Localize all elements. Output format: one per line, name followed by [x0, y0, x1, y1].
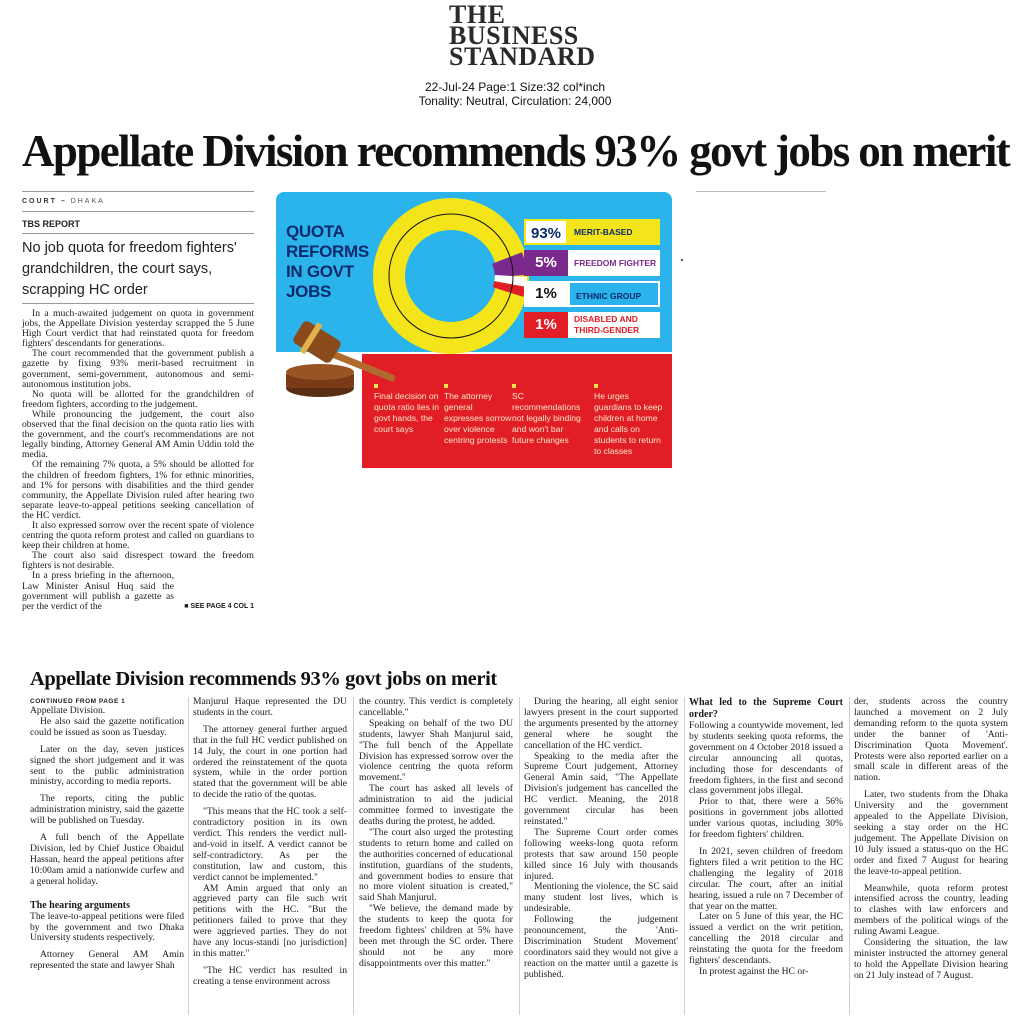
paragraph: Speaking to the media after the Supreme Court judgement, Attorney General Amin said, "The Appellate Division's judgement has cancelled the HC verdict. Meaning, the 2018 government circular has been reinstated." [524, 750, 678, 827]
paragraph: "This means that the HC took a self-contradictory position in its own verdict. This renders the verdict null-and-void in itself. A verdict cannot be self-contradictory. As per the constitution, law and custom, this verdict cannot be implemented." [193, 806, 347, 883]
note-item [594, 384, 666, 457]
paragraph: In a press briefing in the afternoon, Law Minister Anisul Huq said the government will publish a gazette as per the verdict of the [22, 570, 174, 612]
paragraph: In a much-awaited judgement on quota in government jobs, the Appellate Division yesterday scrapped the 5 June High Court verdict that had reinstated quota for freedom fighters' descendants for generations. [22, 308, 254, 350]
lead-story-body [22, 309, 254, 612]
note-item [512, 384, 582, 446]
note-text: SC recommendations not legally binding and won't bar future changes [512, 391, 581, 445]
column-divider [684, 697, 685, 1015]
paragraph: In 2021, seven children of freedom fighters filed a writ petition to the HC challenging the legality of 2018 circular. The court, after an initial hearing, issued a rule on 7 December of that year on the matter. [689, 845, 843, 912]
paragraph: He also said the gazette notification could be issued as soon as Tuesday. [30, 715, 184, 738]
section-kicker: COURT – DHAKA [22, 198, 105, 205]
note-text: He urges guardians to keep children at home and calls on students to return to classes [594, 391, 663, 456]
quota-infographic [276, 192, 672, 468]
divider [22, 233, 254, 234]
legend-pct: 1% [524, 281, 568, 307]
bullet-icon [374, 384, 378, 388]
paragraph: The court has asked all levels of administration to aid the judicial committee formed to investigate the deaths during the protest, he added. [359, 783, 513, 827]
paragraph: The attorney general further argued that in the full HC verdict published on 14 July, the court in one portion had ordered the reinstatement of the quota system, while in the order portion stated that the government will be able to decide the ratio of the quotas. [193, 723, 347, 801]
title-line: JOBS [286, 282, 332, 301]
divider [22, 191, 254, 192]
paragraph: the country. This verdict is completely cancellable." [359, 696, 513, 718]
paragraph: Later, two students from the Dhaka University and the government appealed to the Appellate Division, seeking a stay order on the HC judgement. The Appellate Division on 10 July issued a status-quo on the HC order and fixed 7 August for hearing the leave-to-appeal petition. [854, 789, 1008, 877]
clip-meta-line-2: Tonality: Neutral, Circulation: 24,000 [418, 94, 612, 108]
main-headline: Appellate Division recommends 93% govt jobs on merit [22, 126, 1010, 176]
section-heading: The hearing arguments [30, 899, 130, 911]
note-item [444, 384, 514, 446]
clip-meta [380, 80, 650, 108]
continuation-column-5 [689, 697, 843, 978]
paragraph: AM Amin argued that only an aggrieved party can file such writ petitions with the HC. "But the petitioners failed to prove that they were aggrieved parties. They do not have any locus-standi [no jurisdiction] in this matter." [193, 882, 347, 959]
paragraph: Of the remaining 7% quota, a 5% should be allotted for the children of freedom fighters, 1% for ethnic minorities, and 1% for persons with disabilities and the third gender community, the Appellate Division ruled after hearing two separate leave-to-appeal petitions seeking cancellation of the HC verdict. [22, 459, 254, 521]
paragraph: "We believe, the demand made by the students to keep the quota for freedom fighters' children at 5% have been met through the SC order. There should not be any more disappointments over this matter." [359, 903, 513, 969]
paragraph: In protest against the HC or- [699, 965, 809, 977]
title-line: QUOTA [286, 222, 345, 241]
continued-from-label: CONTINUED FROM PAGE 1 [30, 698, 126, 705]
legend-pct: 5% [524, 250, 568, 276]
infographic-title [286, 222, 369, 302]
paragraph: It also expressed sorrow over the recent spate of violence centring the quota reform protest and called on guardians to keep their children at home. [22, 519, 254, 552]
byline: TBS REPORT [22, 219, 81, 229]
masthead-line-3: STANDARD [449, 42, 596, 71]
column-divider [519, 697, 520, 1015]
paragraph: Considering the situation, the law minister instructed the attorney general to hold the Appellate Division hearing on 21 July instead of 7 August. [854, 937, 1008, 981]
continuation-column-3 [359, 697, 513, 970]
ring-ethnic [510, 276, 511, 284]
print-mark [696, 191, 826, 192]
bullet-icon [594, 384, 598, 388]
paragraph: While pronouncing the judgement, the court also observed that the final decision on the quota ratio lies with the government, and the court's recommendations are not legally binding, Attorney General AM Amin Uddin told the media. [22, 408, 254, 461]
kicker-place: DHAKA [70, 198, 105, 205]
legend-pct: 1% [524, 312, 568, 338]
paragraph: The Supreme Court order comes following weeks-long quota reform protests that saw around 150 people killed since 16 July with thousands injured. [524, 826, 678, 882]
paragraph: The court recommended that the government publish a gazette by fixing 93% merit-based recruitment in government, semi-government, autonomous and semi-autonomous institution jobs. [22, 348, 254, 390]
bullet-icon [444, 384, 448, 388]
ring-disabled [508, 284, 510, 292]
paragraph: The reports, citing the public administration ministry, said the gazette will be published on Tuesday. [30, 793, 184, 827]
divider [22, 211, 254, 212]
print-mark [681, 259, 683, 261]
bullet-icon [512, 384, 516, 388]
paragraph: The leave-to-appeal petitions were filed by the government and two Dhaka University students respectively. [30, 910, 184, 944]
paragraph: Later on the day, seven justices signed the short judgement and it was sent to the public administration ministry, according to media reports. [30, 743, 184, 788]
paragraph: Attorney General AM Amin represented the state and lawyer Shah [30, 949, 184, 972]
legend-label: MERIT-BASED [568, 219, 660, 245]
column-divider [849, 697, 850, 1015]
legend-label: DISABLED AND THIRD-GENDER [568, 312, 660, 338]
title-line: IN GOVT [286, 262, 354, 281]
paragraph: Following a countywide movement, led by students seeking quota reforms, the government on 4 October 2018 issued a circular announcing all quotas, including those for descendants of freedom fighters, in the first and second class government jobs illegal. [689, 720, 843, 797]
divider [22, 303, 254, 304]
paragraph: der, students across the country launched a movement on 2 July demanding reform to the quota system under the banner of 'Anti-Discrimination Quota Movement'. Protests were also reported earlier on a small scale in different areas of the nation. [854, 696, 1008, 784]
column-divider [188, 697, 189, 1015]
paragraph: Following the judgement pronouncement, the 'Anti-Discrimination Student Movement' coordinators said they would not give a reaction on the matter until a gazette is published. [524, 914, 678, 980]
paragraph: The court also said disrespect toward the freedom fighters is not desirable. [22, 550, 254, 572]
jump-reference: ■ SEE PAGE 4 COL 1 [184, 602, 254, 610]
subheadline: No job quota for freedom fighters' grandchildren, the court says, scrapping HC order [22, 240, 237, 298]
note-text: Final decision on quota ratio lies in govt hands, the court says [374, 391, 439, 434]
paragraph: Prior to that, there were a 56% positions in government jobs allotted under various quotas, including 30% for freedom fighters' children. [689, 796, 843, 841]
paragraph: "The court also urged the protesting students to return home and called on the authorities concerned of educational institution, guardians of the students, and government bodies to ensure that no more violent situation is created," said Shah Manjurul. [359, 826, 513, 904]
legend-label: ETHNIC GROUP [568, 281, 660, 307]
legend-pct: 93% [524, 219, 568, 245]
paragraph: Appellate Division. [30, 705, 106, 716]
legend-label: FREEDOM FIGHTER [568, 250, 660, 276]
paragraph: Manjurul Haque represented the DU students in the court. [193, 696, 347, 718]
paragraph: Later on 5 June of this year, the HC issued a verdict on the writ petition, cancelling the 2018 circular and reinstating the quota for the freedom fighters' descendants. [689, 911, 843, 967]
continuation-column-2 [193, 697, 347, 988]
note-item [374, 384, 444, 435]
masthead-logo [405, 0, 625, 71]
paragraph: Mentioning the violence, the SC said many student lost lives, which is undesirable. [524, 881, 678, 915]
paragraph: A full bench of the Appellate Division, led by Chief Justice Obaidul Hassan, heard the appeal petitions after 10:00am amid a nationwide curfew and a general holiday. [30, 832, 184, 887]
paragraph: Speaking on behalf of the two DU students, lawyer Shah Manjurul said, "The full bench of the Appellate Division has expressed sorrow over the violence centring the quota reform movement." [359, 717, 513, 784]
section-heading: What led to the Supreme Court order? [689, 697, 843, 720]
jump-label: SEE PAGE 4 COL 1 [190, 602, 254, 610]
continuation-column-6 [854, 697, 1008, 982]
continuation-headline: Appellate Division recommends 93% govt jobs on merit [30, 668, 497, 690]
masthead-line-2: BUSINESS [449, 21, 579, 50]
clip-meta-line-1: 22-Jul-24 Page:1 Size:32 col*inch [424, 80, 606, 94]
column-divider [353, 697, 354, 1015]
kicker-section: COURT [22, 198, 57, 205]
note-text: The attorney general expresses sorrow over violence centring protests [444, 391, 512, 445]
ring-freedom-fighter [507, 258, 511, 276]
paragraph: "The HC verdict has resulted in creating a tense environment across [193, 964, 347, 987]
paragraph: No quota will be allotted for the grandchildren of freedom fighters, according to the judgement. [22, 388, 254, 410]
masthead-line-1: THE [449, 0, 506, 29]
paragraph: Meanwhile, quota reform protest intensified across the country, leading to clashes with law enforcers and members of the political wings of the ruling Awami League. [854, 882, 1008, 938]
title-line: REFORMS [286, 242, 369, 261]
continuation-column-1 [30, 697, 184, 972]
continuation-column-4 [524, 697, 678, 981]
paragraph: During the hearing, all eight senior lawyers present in the court supported the arguments presented by the attorney general where he sought the cancellation of the HC verdict. [524, 696, 678, 751]
